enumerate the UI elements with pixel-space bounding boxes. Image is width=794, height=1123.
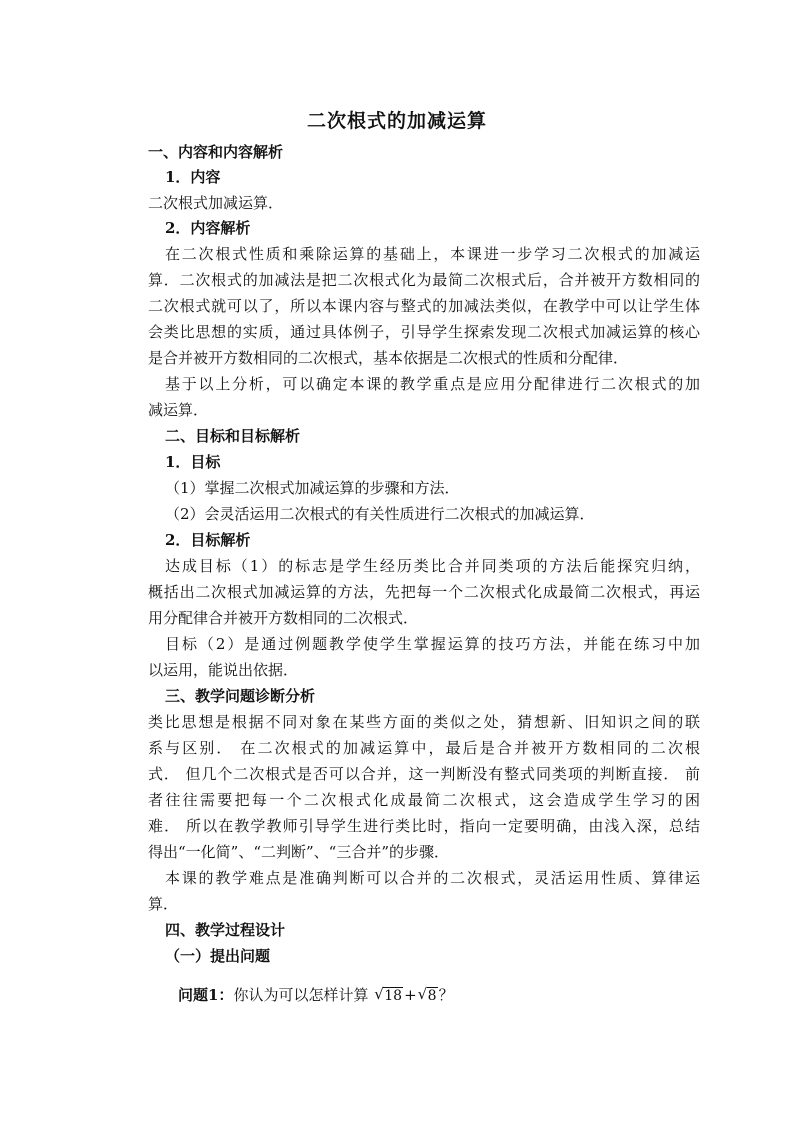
radical-sign-icon: √ xyxy=(417,985,428,1003)
question-text: 你认为可以怎样计算 xyxy=(233,986,369,1004)
paragraph-line: 者往往需要把每一个二次根式化成最简二次根式，这会造成学生学习的困 xyxy=(148,791,700,809)
section-heading-4: 四、教学过程设计 xyxy=(165,921,286,939)
question-1 xyxy=(178,985,454,1006)
plus-sign: + xyxy=(404,986,417,1004)
paragraph-line: 得出“一化简”、“二判断”、“三合并”的步骤． xyxy=(148,843,450,861)
page-title: 二次根式的加减运算 xyxy=(306,110,487,132)
subheading-content-analysis: 2．内容解析 xyxy=(165,219,251,237)
section-heading-1: 一、内容和内容解析 xyxy=(148,143,284,161)
question-label: 问题1： xyxy=(178,986,234,1004)
paragraph-line: 系与区别． 在二次根式的加减运算中，最后是合并被开方数相同的二次根 xyxy=(148,739,700,757)
sqrt-18 xyxy=(374,985,403,1006)
subheading-goal-analysis: 2．目标解析 xyxy=(165,531,251,549)
paragraph-line: 是合并被开方数相同的二次根式，基本依据是二次根式的性质和分配律． xyxy=(148,349,629,367)
radicand: 18 xyxy=(384,988,403,1004)
section-heading-2: 二、目标和目标解析 xyxy=(165,427,301,445)
paragraph-line: 减运算． xyxy=(148,401,209,419)
paragraph-line: 二次根式就可以了，所以本课内容与整式的加减法类似，在教学中可以让学生体 xyxy=(148,297,700,315)
paragraph-line: 概括出二次根式加减运算的方法，先把每一个二次根式化成最简二次根式，再运 xyxy=(148,583,700,601)
paragraph-line: 难． 所以在教学教师引导学生进行类比时，指向一定要明确，由浅入深，总结 xyxy=(148,817,700,835)
list-item: （2）会灵活运用二次根式的有关性质进行二次根式的加减运算． xyxy=(165,505,595,523)
section-heading-3: 三、教学问题诊断分析 xyxy=(165,687,316,705)
paragraph-line: 基于以上分析，可以确定本课的教学重点是应用分配律进行二次根式的加 xyxy=(165,375,700,393)
paragraph-line: 算．二次根式的加减法是把二次根式化为最简二次根式后，合并被开方数相同的 xyxy=(148,271,700,289)
paragraph-line: 在二次根式性质和乘除运算的基础上，本课进一步学习二次根式的加减运 xyxy=(165,245,700,263)
radical-sign-icon: √ xyxy=(374,985,384,1003)
question-end: ？ xyxy=(438,986,454,1004)
paragraph-line: 用分配律合并被开方数相同的二次根式． xyxy=(148,609,419,627)
paragraph-line: 算． xyxy=(148,895,179,913)
paragraph-line: 二次根式加减运算． xyxy=(148,194,284,212)
sqrt-8 xyxy=(418,985,438,1006)
paragraph-line: 式． 但几个二次根式是否可以合并，这一判断没有整式同类项的判断直接． 前 xyxy=(148,765,700,783)
list-item: （1）掌握二次根式加减运算的步骤和方法． xyxy=(165,479,460,497)
subheading-goal: 1．目标 xyxy=(165,453,221,471)
paragraph-line: 以运用，能说出依据． xyxy=(148,661,299,679)
subheading-raise-question: （一）提出问题 xyxy=(165,947,271,965)
paragraph-line: 类比思想是根据不同对象在某些方面的类似之处，猜想新、旧知识之间的联 xyxy=(148,713,700,731)
paragraph-line: 达成目标（1）的标志是学生经历类比合并同类项的方法后能探究归纳， xyxy=(165,557,700,575)
subheading-content: 1．内容 xyxy=(165,168,221,186)
paragraph-line: 会类比思想的实质，通过具体例子，引导学生探索发现二次根式加减运算的核心 xyxy=(148,323,700,341)
paragraph-line: 本课的教学难点是准确判断可以合并的二次根式，灵活运用性质、算律运 xyxy=(165,869,700,887)
radicand: 8 xyxy=(427,988,437,1004)
paragraph-line: 目标（2）是通过例题教学使学生掌握运算的技巧方法，并能在练习中加 xyxy=(165,635,700,653)
